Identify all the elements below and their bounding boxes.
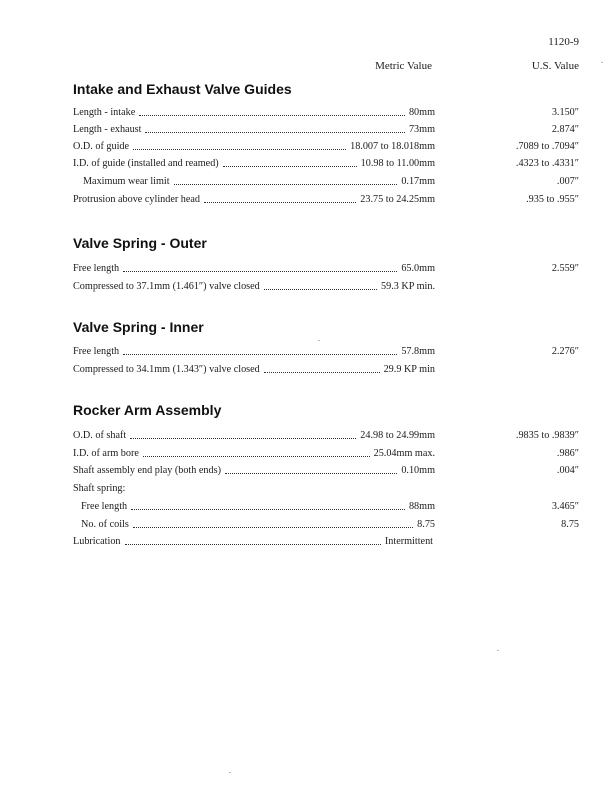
us-value: .7089 to .7094″ xyxy=(515,141,579,152)
metric-value: 65.0mm xyxy=(401,263,435,274)
us-value: 2.874″ xyxy=(551,124,579,135)
us-value: .004″ xyxy=(556,465,579,476)
section-title-spring-inner: Valve Spring - Inner xyxy=(73,319,204,335)
metric-value: 23.75 to 24.25mm xyxy=(360,194,435,205)
dot-leader xyxy=(204,201,356,203)
spec-label: Free length xyxy=(81,501,128,512)
metric-value: 0.10mm xyxy=(401,465,435,476)
us-value: .007″ xyxy=(556,176,579,187)
metric-value: 73mm xyxy=(408,124,435,135)
dot-leader xyxy=(139,114,405,116)
metric-value-header: Metric Value xyxy=(375,60,432,72)
scan-speck xyxy=(229,772,231,773)
metric-value: Intermittent xyxy=(384,536,433,547)
spec-label: No. of coils xyxy=(81,519,129,530)
dot-leader xyxy=(223,165,357,167)
page-number: 1120-9 xyxy=(548,36,579,48)
us-value: .986″ xyxy=(556,448,579,459)
spec-row xyxy=(73,534,579,550)
us-value: 8.75 xyxy=(561,519,579,530)
us-value: .935 to .955″ xyxy=(526,194,579,205)
dot-leader xyxy=(131,508,405,510)
metric-value: 10.98 to 11.00mm xyxy=(360,158,435,169)
dot-leader xyxy=(174,183,398,185)
section-title-rocker-arm: Rocker Arm Assembly xyxy=(73,402,222,418)
dot-leader xyxy=(145,131,404,133)
metric-value: 57.8mm xyxy=(401,346,435,357)
us-value: 3.150″ xyxy=(551,107,579,118)
spec-label: Length - exhaust xyxy=(73,124,142,135)
scan-speck xyxy=(497,650,499,651)
metric-value: 18.007 to 18.018mm xyxy=(350,141,435,152)
metric-value: 25.04mm max. xyxy=(373,448,435,459)
dot-leader xyxy=(123,353,397,355)
spec-label: O.D. of guide xyxy=(73,141,130,152)
spec-label: Shaft assembly end play (both ends) xyxy=(73,465,221,476)
us-value: 2.276″ xyxy=(551,346,579,357)
spec-label: Maximum wear limit xyxy=(83,176,170,187)
spec-row xyxy=(73,428,579,444)
spec-label: O.D. of shaft xyxy=(73,430,127,441)
metric-value: 59.3 KP min. xyxy=(381,281,435,292)
spec-row xyxy=(73,499,579,515)
spec-label: Shaft spring: xyxy=(73,483,126,494)
spec-label: Free length xyxy=(73,263,120,274)
spec-row xyxy=(73,362,579,378)
spec-label: I.D. of arm bore xyxy=(73,448,139,459)
dot-leader xyxy=(133,148,346,150)
spec-row xyxy=(73,463,579,479)
dot-leader xyxy=(123,270,397,272)
spec-row xyxy=(73,122,579,138)
spec-label: Protrusion above cylinder head xyxy=(73,194,201,205)
spec-row xyxy=(73,446,579,462)
us-value: 3.465″ xyxy=(551,501,579,512)
dot-leader xyxy=(264,371,380,373)
spec-row xyxy=(73,261,579,277)
us-value-header: U.S. Value xyxy=(531,60,579,72)
spec-row xyxy=(73,105,579,121)
spec-row xyxy=(73,517,579,533)
metric-value: 0.17mm xyxy=(401,176,435,187)
section-title-spring-outer: Valve Spring - Outer xyxy=(73,235,207,251)
spec-label: Compressed to 34.1mm (1.343″) valve closed xyxy=(73,364,260,375)
dot-leader xyxy=(225,472,397,474)
us-value: .9835 to .9839″ xyxy=(515,430,579,441)
scan-speck xyxy=(318,340,320,341)
section-title-valve-guides: Intake and Exhaust Valve Guides xyxy=(73,81,292,97)
dot-leader xyxy=(264,288,377,290)
metric-value: 80mm xyxy=(408,107,435,118)
us-value: 2.559″ xyxy=(551,263,579,274)
spec-label: Length - intake xyxy=(73,107,136,118)
metric-value: 8.75 xyxy=(417,519,435,530)
us-value: .4323 to .4331″ xyxy=(515,158,579,169)
metric-value: 29.9 KP min xyxy=(383,364,435,375)
spec-row xyxy=(73,344,579,360)
spec-row xyxy=(73,139,579,155)
metric-value: 24.98 to 24.99mm xyxy=(360,430,435,441)
dot-leader xyxy=(143,455,370,457)
dot-leader xyxy=(125,543,381,545)
spec-row xyxy=(73,156,579,172)
spec-label: Compressed to 37.1mm (1.461″) valve closed xyxy=(73,281,260,292)
spec-label: Free length xyxy=(73,346,120,357)
spec-label: I.D. of guide (installed and reamed) xyxy=(73,158,219,169)
dot-leader xyxy=(130,437,356,439)
scan-speck xyxy=(601,62,603,63)
spec-row xyxy=(73,279,579,295)
spec-row xyxy=(73,192,579,208)
spec-row xyxy=(73,174,579,190)
spec-row xyxy=(73,481,579,497)
spec-label: Lubrication xyxy=(73,536,121,547)
metric-value: 88mm xyxy=(408,501,435,512)
dot-leader xyxy=(133,526,413,528)
